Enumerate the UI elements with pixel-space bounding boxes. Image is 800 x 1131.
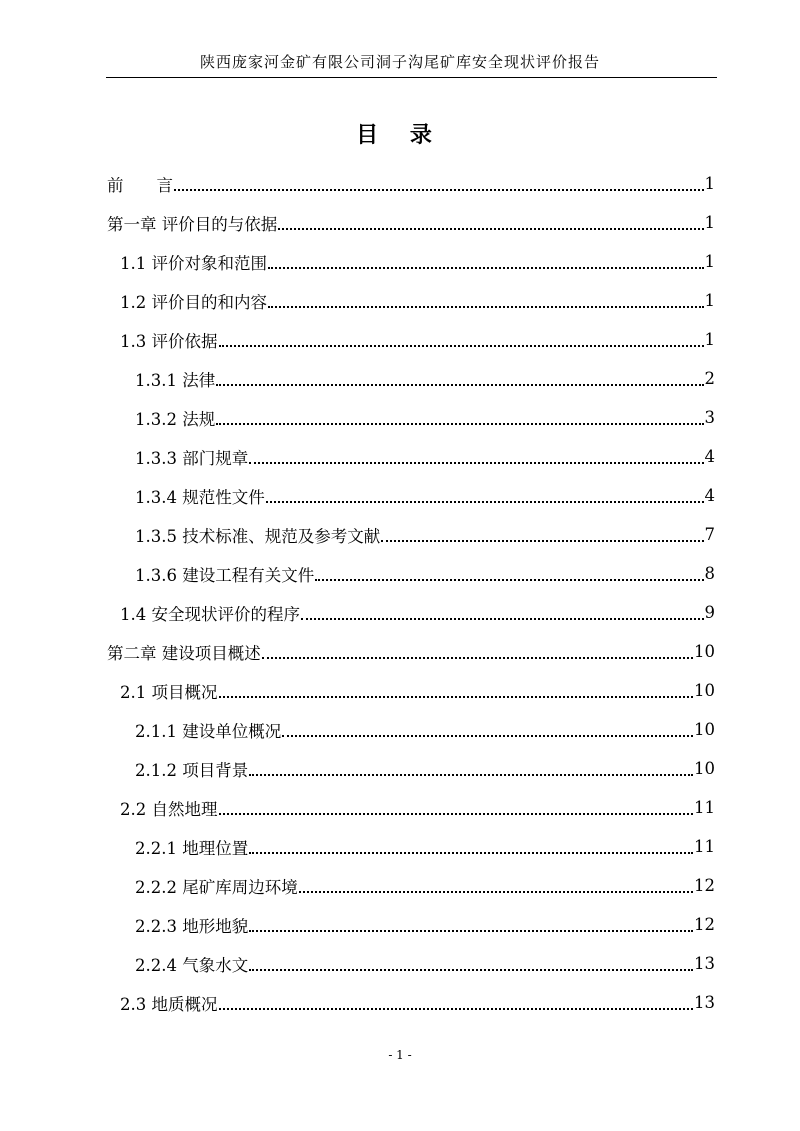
toc-entry[interactable] (0, 944, 800, 983)
toc-entry-label: 2.2.2 尾矿库周边环境 (135, 877, 298, 897)
toc-entry-page: 8 (704, 564, 715, 583)
dot-leader (219, 1007, 694, 1010)
dot-leader (249, 461, 703, 464)
toc-entry[interactable] (0, 788, 800, 827)
dot-leader (301, 617, 704, 620)
toc-entry[interactable] (0, 320, 800, 359)
dot-leader (219, 695, 694, 698)
toc-entry-page: 10 (694, 642, 715, 661)
dot-leader (174, 188, 704, 191)
toc-entry-page: 1 (704, 330, 715, 349)
toc-entry[interactable] (0, 983, 800, 1022)
toc-entry-page: 12 (694, 876, 715, 895)
toc-entry-label: 1.3.4 规范性文件 (135, 487, 265, 507)
toc-entry-page: 12 (694, 915, 715, 934)
header-rule (106, 77, 717, 78)
dot-leader (278, 227, 703, 230)
toc-entry-label: 2.1.1 建设单位概况 (135, 721, 282, 741)
toc-entry[interactable] (0, 203, 800, 242)
toc-entry-label: 1.2 评价目的和内容 (120, 292, 267, 312)
toc-entry-page: 13 (694, 993, 715, 1012)
toc-entry-label: 1.3 评价依据 (120, 331, 218, 351)
table-of-contents (0, 164, 800, 1022)
toc-entry[interactable] (0, 827, 800, 866)
toc-entry-page: 9 (704, 603, 715, 622)
toc-entry-label: 1.1 评价对象和范围 (120, 253, 267, 273)
dot-leader (249, 968, 693, 971)
toc-entry[interactable] (0, 710, 800, 749)
dot-leader (381, 539, 703, 542)
dot-leader (262, 656, 693, 659)
toc-entry-label: 第一章 评价目的与依据 (107, 214, 278, 234)
dot-leader (299, 890, 693, 893)
dot-leader (249, 773, 693, 776)
dot-leader (216, 383, 703, 386)
dot-leader (249, 929, 693, 932)
toc-entry-page: 3 (704, 408, 715, 427)
page-number: - 1 - (388, 1048, 412, 1062)
dot-leader (249, 851, 693, 854)
toc-entry[interactable] (0, 437, 800, 476)
toc-entry-label: 1.3.2 法规 (135, 409, 216, 429)
toc-entry[interactable] (0, 593, 800, 632)
dot-leader (216, 422, 703, 425)
toc-entry-page: 4 (704, 486, 715, 505)
toc-entry-label: 2.3 地质概况 (120, 994, 218, 1014)
toc-entry[interactable] (0, 164, 800, 203)
toc-entry-label: 2.1 项目概况 (120, 682, 218, 702)
toc-entry[interactable] (0, 866, 800, 905)
toc-entry-label: 1.3.6 建设工程有关文件 (135, 565, 315, 585)
dot-leader (219, 812, 694, 815)
toc-entry[interactable] (0, 242, 800, 281)
toc-entry[interactable] (0, 632, 800, 671)
toc-entry-page: 10 (694, 720, 715, 739)
toc-entry-label: 1.3.3 部门规章 (135, 448, 249, 468)
dot-leader (268, 305, 704, 308)
dot-leader (219, 344, 704, 347)
toc-entry[interactable] (0, 905, 800, 944)
toc-entry-label: 1.4 安全现状评价的程序 (120, 604, 300, 624)
toc-entry-page: 7 (704, 525, 715, 544)
toc-entry[interactable] (0, 398, 800, 437)
toc-entry[interactable] (0, 359, 800, 398)
toc-entry[interactable] (0, 554, 800, 593)
toc-entry-label: 前 言 (107, 175, 173, 195)
toc-entry[interactable] (0, 515, 800, 554)
toc-entry-label: 2.2.1 地理位置 (135, 838, 249, 858)
toc-title: 目 录 (356, 122, 444, 148)
toc-entry-label: 第二章 建设项目概述 (107, 643, 261, 663)
toc-entry[interactable] (0, 281, 800, 320)
toc-entry[interactable] (0, 476, 800, 515)
toc-entry-label: 2.1.2 项目背景 (135, 760, 249, 780)
toc-entry-label: 2.2 自然地理 (120, 799, 218, 819)
toc-entry-page: 1 (704, 291, 715, 310)
toc-entry-page: 2 (704, 369, 715, 388)
toc-entry-page: 13 (694, 954, 715, 973)
toc-entry-page: 11 (694, 798, 715, 817)
running-header: 陕西庞家河金矿有限公司洞子沟尾矿库安全现状评价报告 (199, 53, 600, 71)
toc-entry-label: 1.3.1 法律 (135, 370, 216, 390)
toc-entry-page: 1 (704, 213, 715, 232)
toc-entry-label: 1.3.5 技术标准、规范及参考文献 (135, 526, 381, 546)
toc-entry-page: 10 (694, 759, 715, 778)
toc-entry-page: 4 (704, 447, 715, 466)
toc-entry[interactable] (0, 671, 800, 710)
dot-leader (315, 578, 703, 581)
dot-leader (282, 734, 693, 737)
toc-entry-label: 2.2.3 地形地貌 (135, 916, 249, 936)
toc-entry[interactable] (0, 749, 800, 788)
dot-leader (268, 266, 704, 269)
toc-entry-page: 10 (694, 681, 715, 700)
toc-entry-page: 11 (694, 837, 715, 856)
toc-entry-page: 1 (704, 174, 715, 193)
toc-entry-label: 2.2.4 气象水文 (135, 955, 249, 975)
toc-entry-page: 1 (704, 252, 715, 271)
dot-leader (266, 500, 704, 503)
